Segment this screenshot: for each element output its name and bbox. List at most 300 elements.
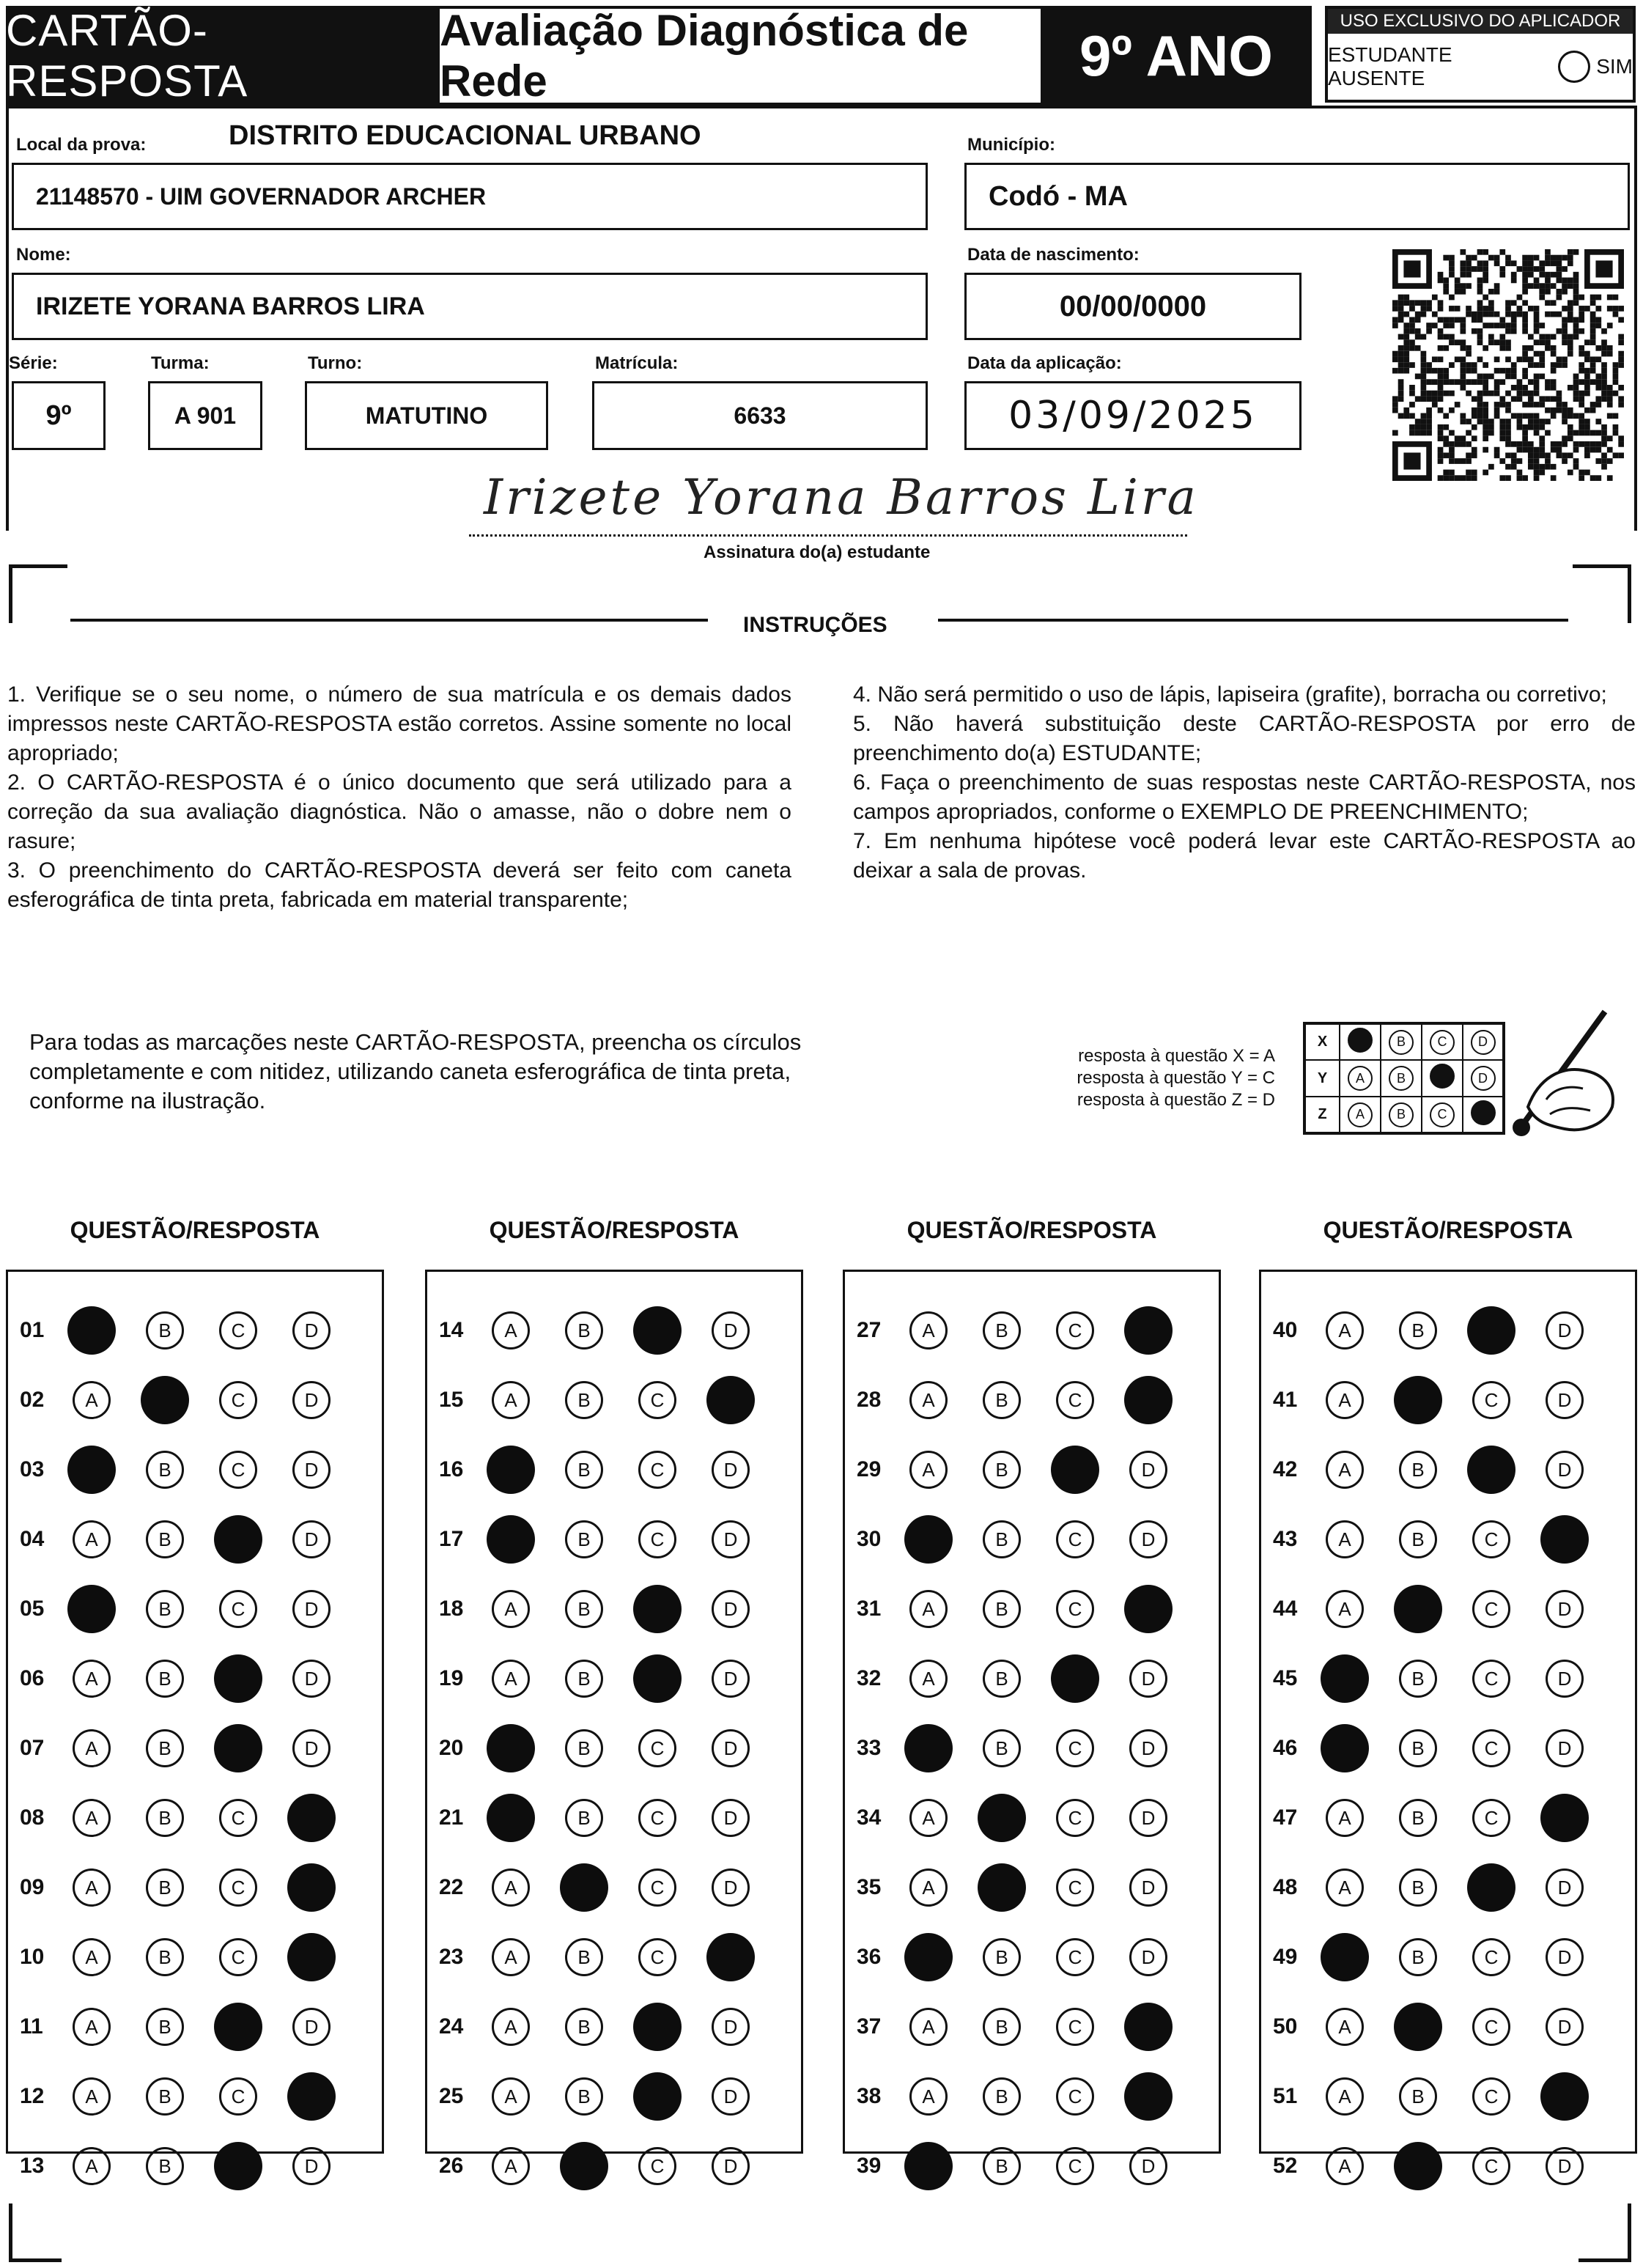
answer-bubble-a[interactable]: A [909, 2008, 948, 2046]
answer-bubble-d[interactable]: D [712, 1451, 750, 1489]
answer-bubble-b[interactable]: B [146, 2077, 184, 2116]
answer-bubble-b[interactable]: B [983, 1938, 1021, 1976]
question-row [427, 1789, 801, 1847]
answer-bubble-b[interactable]: B [1399, 1311, 1437, 1350]
answer-bubble-d[interactable]: D [1129, 1868, 1167, 1907]
answer-bubble-c[interactable] [1051, 1654, 1099, 1703]
answer-bubble-a[interactable]: A [1326, 2147, 1364, 2185]
answer-bubble-d[interactable]: D [1129, 1938, 1167, 1976]
answer-bubble-d[interactable]: D [1546, 1868, 1584, 1907]
answer-bubble-b[interactable] [1394, 2142, 1442, 2190]
answer-bubble-a[interactable] [67, 1306, 116, 1355]
answer-bubble-c[interactable]: C [1472, 1520, 1510, 1558]
exam-title: Avaliação Diagnóstica de Rede [440, 6, 1041, 106]
answer-bubble-d[interactable] [1540, 1515, 1589, 1564]
answer-bubble-b[interactable] [141, 1376, 189, 1424]
answer-bubble-b[interactable]: B [146, 2008, 184, 2046]
question-row [8, 1789, 382, 1847]
answer-bubble-c[interactable] [214, 1515, 262, 1564]
serie-value: 9º [45, 400, 72, 431]
example-cell [1381, 1097, 1422, 1133]
answer-bubble-b[interactable]: B [565, 1729, 603, 1767]
answer-bubble-a[interactable] [904, 1515, 953, 1564]
question-number: 10 [20, 1945, 45, 1969]
answer-bubble-b[interactable] [1394, 1376, 1442, 1424]
answer-bubble-a[interactable]: A [73, 1520, 111, 1558]
example-bubble: D [1471, 1066, 1496, 1091]
answer-bubble-b[interactable] [1394, 2003, 1442, 2051]
matricula-value: 6633 [734, 402, 786, 429]
answer-bubble-a[interactable]: A [73, 1660, 111, 1698]
answer-bubble-a[interactable]: A [909, 1311, 948, 1350]
question-row [1261, 1649, 1635, 1708]
answer-bubble-b[interactable]: B [565, 1660, 603, 1698]
answer-bubble-a[interactable]: A [1326, 1590, 1364, 1628]
column-heading: QUESTÃO/RESPOSTA [70, 1217, 320, 1243]
question-number: 23 [439, 1945, 464, 1969]
answer-bubble-b[interactable]: B [565, 1938, 603, 1976]
answer-bubble-a[interactable] [1321, 1933, 1369, 1981]
answer-bubble-c[interactable]: C [1056, 1590, 1094, 1628]
answer-bubble-a[interactable]: A [492, 1381, 530, 1419]
answer-bubble-d[interactable]: D [1129, 1520, 1167, 1558]
answer-bubble-a[interactable] [1321, 1724, 1369, 1772]
answer-bubble-b[interactable]: B [146, 1799, 184, 1837]
answer-bubble-c[interactable]: C [1472, 1938, 1510, 1976]
answer-bubble-c[interactable]: C [1056, 1729, 1094, 1767]
question-row [8, 1580, 382, 1638]
answer-bubble-a[interactable]: A [492, 1938, 530, 1976]
answer-bubble-d[interactable] [706, 1933, 755, 1981]
answer-bubble-a[interactable]: A [73, 1868, 111, 1907]
answer-bubble-a[interactable]: A [492, 2147, 530, 2185]
example-bubble: A [1348, 1066, 1373, 1091]
question-row [1261, 1510, 1635, 1569]
question-row [427, 1928, 801, 1987]
answer-bubble-d[interactable]: D [712, 1729, 750, 1767]
answer-bubble-a[interactable]: A [492, 2077, 530, 2116]
answer-bubble-b[interactable]: B [983, 1520, 1021, 1558]
answer-bubble-b[interactable] [978, 1863, 1026, 1912]
answer-bubble-a[interactable]: A [492, 1311, 530, 1350]
answer-bubble-c[interactable]: C [219, 1311, 257, 1350]
turma-label: Turma: [151, 353, 210, 373]
answer-bubble-b[interactable]: B [1399, 1451, 1437, 1489]
question-number: 41 [1273, 1388, 1298, 1412]
question-number: 30 [857, 1527, 882, 1551]
question-number: 26 [439, 2154, 464, 2178]
answer-bubble-c[interactable] [1467, 1446, 1515, 1494]
fill-instruction: Para todas as marcações neste CARTÃO-RESPOSTA, preencha os círculos completamente e com nitidez, utilizando caneta esferográfica de tinta preta, conforme na ilustração. [29, 1029, 802, 1113]
answer-bubble-b[interactable] [560, 2142, 608, 2190]
answer-bubble-d[interactable] [287, 2072, 336, 2121]
answer-bubble-b[interactable]: B [146, 1311, 184, 1350]
answer-bubble-b[interactable]: B [146, 1520, 184, 1558]
answer-bubble-a[interactable]: A [909, 1868, 948, 1907]
answer-bubble-a[interactable]: A [73, 1938, 111, 1976]
answer-bubble-d[interactable]: D [712, 1590, 750, 1628]
answer-bubble-c[interactable]: C [219, 1590, 257, 1628]
question-row [427, 1580, 801, 1638]
answer-column [6, 1270, 384, 2178]
answer-bubble-c[interactable] [633, 2072, 682, 2121]
answer-bubble-c[interactable] [214, 1654, 262, 1703]
answer-bubble-c[interactable] [633, 2003, 682, 2051]
answer-bubble-c[interactable]: C [638, 1729, 676, 1767]
question-number: 40 [1273, 1318, 1298, 1342]
answer-bubble-b[interactable]: B [1399, 2077, 1437, 2116]
answer-bubble-d[interactable]: D [1129, 1729, 1167, 1767]
question-row [845, 1858, 1219, 1917]
answer-bubble-d[interactable]: D [1129, 1799, 1167, 1837]
answer-bubble-b[interactable]: B [146, 1868, 184, 1907]
answer-bubble-d[interactable]: D [292, 1729, 331, 1767]
municipio-label: Município: [967, 135, 1055, 155]
question-row [1261, 2137, 1635, 2195]
corner-bottom-left [9, 2203, 62, 2262]
question-number: 06 [20, 1666, 45, 1690]
absent-label: ESTUDANTE AUSENTE [1328, 43, 1452, 89]
example-cell [1422, 1023, 1463, 1060]
answer-bubble-a[interactable] [1321, 1654, 1369, 1703]
answer-bubble-d[interactable] [706, 1376, 755, 1424]
answer-bubble-c[interactable]: C [1472, 2147, 1510, 2185]
answer-bubble-a[interactable]: A [1326, 1451, 1364, 1489]
column-heading: QUESTÃO/RESPOSTA [489, 1217, 739, 1243]
answer-bubble-b[interactable]: B [1399, 1520, 1437, 1558]
answer-bubble-c[interactable]: C [219, 1938, 257, 1976]
answer-bubble-c[interactable]: C [638, 1381, 676, 1419]
answer-bubble-d[interactable]: D [712, 1311, 750, 1350]
answer-bubble-a[interactable]: A [492, 1590, 530, 1628]
aplicacao-value: 03/09/2025 [1008, 394, 1258, 438]
question-number: 21 [439, 1805, 464, 1830]
signature-caption: Assinatura do(a) estudante [704, 542, 931, 562]
answer-bubble-d[interactable]: D [1129, 1660, 1167, 1698]
answer-bubble-d[interactable]: D [292, 1590, 331, 1628]
question-number: 22 [439, 1875, 464, 1899]
question-number: 05 [20, 1597, 45, 1621]
answer-bubble-c[interactable] [1467, 1306, 1515, 1355]
answer-bubble-a[interactable]: A [909, 1799, 948, 1837]
answer-bubble-d[interactable]: D [1546, 1311, 1584, 1350]
answer-bubble-c[interactable]: C [1472, 2077, 1510, 2116]
answer-bubble-d[interactable]: D [712, 1799, 750, 1837]
answer-bubble-d[interactable]: D [292, 1451, 331, 1489]
question-row [8, 2137, 382, 2195]
answer-bubble-b[interactable]: B [146, 1660, 184, 1698]
answer-bubble-d[interactable]: D [292, 1381, 331, 1419]
answer-bubble-c[interactable] [1467, 1863, 1515, 1912]
answer-bubble-b[interactable]: B [565, 1381, 603, 1419]
answer-bubble-a[interactable]: A [73, 1729, 111, 1767]
answer-bubble-a[interactable]: A [909, 1660, 948, 1698]
answer-bubble-c[interactable]: C [219, 1868, 257, 1907]
answer-bubble-d[interactable]: D [292, 1660, 331, 1698]
answer-bubble-c[interactable]: C [1056, 1868, 1094, 1907]
answer-bubble-d[interactable]: D [712, 2008, 750, 2046]
answer-bubble-b[interactable]: B [565, 1520, 603, 1558]
answer-bubble-c[interactable]: C [219, 2077, 257, 2116]
municipio-value: Codó - MA [989, 180, 1128, 212]
question-row [8, 1719, 382, 1778]
question-number: 27 [857, 1318, 882, 1342]
answer-bubble-a[interactable] [487, 1446, 535, 1494]
instruction-7: 7. Em nenhuma hipótese você poderá levar este CARTÃO-RESPOSTA ao deixar a sala de provas. [853, 829, 1636, 883]
answer-bubble-b[interactable]: B [565, 1451, 603, 1489]
answer-bubble-b[interactable]: B [146, 1729, 184, 1767]
answer-bubble-d[interactable]: D [1546, 2147, 1584, 2185]
answer-bubble-c[interactable] [214, 1724, 262, 1772]
answer-bubble-a[interactable] [904, 1933, 953, 1981]
answer-bubble-c[interactable]: C [638, 1868, 676, 1907]
frame-right [1634, 106, 1637, 531]
turno-field [305, 381, 548, 450]
question-row [427, 1440, 801, 1499]
question-row [1261, 1998, 1635, 2056]
turma-value: A 901 [174, 402, 237, 429]
answer-bubble-c[interactable]: C [1056, 1938, 1094, 1976]
answer-bubble-d[interactable]: D [1129, 1451, 1167, 1489]
corner-top-right [1573, 564, 1631, 623]
local-field [12, 163, 928, 230]
question-row [1261, 2067, 1635, 2126]
answer-bubble-d[interactable]: D [1546, 1660, 1584, 1698]
answer-bubble-d[interactable]: D [712, 2077, 750, 2116]
example-cell [1340, 1060, 1381, 1097]
answer-bubble-d[interactable]: D [1546, 1451, 1584, 1489]
question-number: 46 [1273, 1736, 1298, 1760]
answer-bubble-d[interactable]: D [1546, 1729, 1584, 1767]
question-number: 20 [439, 1736, 464, 1760]
column-heading: QUESTÃO/RESPOSTA [1323, 1217, 1573, 1243]
answer-bubble-c[interactable]: C [1056, 1311, 1094, 1350]
answer-bubble-b[interactable]: B [565, 2008, 603, 2046]
answer-bubble-d[interactable] [1124, 1376, 1173, 1424]
answer-bubble-a[interactable] [487, 1794, 535, 1842]
answer-bubble-b[interactable]: B [565, 1799, 603, 1837]
question-row [1261, 1371, 1635, 1429]
answer-bubble-c[interactable]: C [1056, 1381, 1094, 1419]
answer-bubble-a[interactable]: A [73, 2147, 111, 2185]
question-number: 39 [857, 2154, 882, 2178]
question-number: 35 [857, 1875, 882, 1899]
answer-bubble-a[interactable]: A [1326, 2077, 1364, 2116]
answer-bubble-c[interactable]: C [1056, 2008, 1094, 2046]
answer-bubble-a[interactable]: A [909, 1381, 948, 1419]
answer-bubble-d[interactable] [1124, 2072, 1173, 2121]
answer-bubble-b[interactable]: B [565, 2077, 603, 2116]
answer-bubble-d[interactable] [1540, 2072, 1589, 2121]
answer-bubble-b[interactable]: B [983, 2008, 1021, 2046]
answer-bubble-d[interactable]: D [1546, 1590, 1584, 1628]
question-row [8, 1371, 382, 1429]
answer-bubble-d[interactable]: D [712, 1520, 750, 1558]
aplicacao-field[interactable] [964, 381, 1302, 450]
answer-bubble-c[interactable]: C [1056, 1520, 1094, 1558]
answer-bubble-b[interactable]: B [983, 1590, 1021, 1628]
answer-bubble-c[interactable]: C [638, 2147, 676, 2185]
answer-bubble-b[interactable]: B [1399, 1660, 1437, 1698]
answer-bubble-a[interactable]: A [1326, 1868, 1364, 1907]
answer-bubble-b[interactable] [560, 1863, 608, 1912]
example-cell [1381, 1060, 1422, 1097]
answer-bubble-c[interactable]: C [1472, 1590, 1510, 1628]
question-number: 12 [20, 2084, 45, 2108]
answer-bubble-d[interactable] [287, 1794, 336, 1842]
answer-bubble-b[interactable]: B [983, 1381, 1021, 1419]
answer-bubble-d[interactable]: D [1546, 2008, 1584, 2046]
answer-bubble-c[interactable] [633, 1306, 682, 1355]
answer-bubble-c[interactable]: C [219, 1381, 257, 1419]
answer-bubble-a[interactable]: A [1326, 1311, 1364, 1350]
answer-bubble-a[interactable]: A [909, 2077, 948, 2116]
answer-bubble-b[interactable]: B [1399, 1868, 1437, 1907]
answer-bubble-c[interactable]: C [1056, 2147, 1094, 2185]
question-number: 37 [857, 2014, 882, 2039]
answer-bubble-c[interactable]: C [638, 1799, 676, 1837]
answer-bubble-a[interactable]: A [1326, 1520, 1364, 1558]
answer-bubble-d[interactable]: D [1129, 2147, 1167, 2185]
answer-bubble-a[interactable]: A [1326, 2008, 1364, 2046]
answer-bubble-c[interactable]: C [1472, 1660, 1510, 1698]
answer-bubble-b[interactable]: B [1399, 1938, 1437, 1976]
answer-bubble-b[interactable]: B [983, 2077, 1021, 2116]
answer-bubble-b[interactable]: B [565, 1311, 603, 1350]
answer-bubble-b[interactable]: B [983, 2147, 1021, 2185]
question-row [427, 1998, 801, 2056]
answer-bubble-b[interactable]: B [565, 1590, 603, 1628]
answer-bubble-d[interactable]: D [1546, 1938, 1584, 1976]
answer-bubble-a[interactable]: A [909, 1451, 948, 1489]
answer-bubble-c[interactable]: C [219, 1799, 257, 1837]
answer-bubble-d[interactable]: D [712, 1660, 750, 1698]
answer-bubble-c[interactable] [633, 1585, 682, 1633]
example-table [1303, 1022, 1505, 1135]
answer-bubble-a[interactable]: A [73, 2077, 111, 2116]
answer-bubble-c[interactable]: C [638, 1520, 676, 1558]
question-row [427, 2067, 801, 2126]
answer-bubble-c[interactable]: C [1472, 2008, 1510, 2046]
example-row-label: Y [1304, 1060, 1340, 1097]
legend-x: resposta à questão X = A [1078, 1046, 1275, 1066]
answer-bubble-d[interactable]: D [712, 2147, 750, 2185]
instruction-6: 6. Faça o preenchimento de suas respostas neste CARTÃO-RESPOSTA, nos campos apropriados, conforme o EXEMPLO DE PREENCHIMENTO; [853, 770, 1636, 824]
answer-bubble-b[interactable]: B [146, 1938, 184, 1976]
answer-bubble-a[interactable]: A [1326, 1381, 1364, 1419]
instruction-1: 1. Verifique se o seu nome, o número de sua matrícula e os demais dados impressos neste CARTÃO-RESPOSTA estão corretos. Assine somente no local apropriado; [7, 682, 791, 765]
answer-bubble-b[interactable]: B [1399, 1799, 1437, 1837]
answer-bubble-d[interactable] [287, 1933, 336, 1981]
answer-bubble-c[interactable] [214, 2142, 262, 2190]
answer-bubble-b[interactable]: B [983, 1311, 1021, 1350]
answer-bubble-a[interactable]: A [73, 1381, 111, 1419]
answer-bubble-c[interactable]: C [1056, 1799, 1094, 1837]
answer-bubble-b[interactable] [978, 1794, 1026, 1842]
answer-bubble-c[interactable]: C [219, 1451, 257, 1489]
answer-bubble-a[interactable] [67, 1446, 116, 1494]
answer-bubble-b[interactable]: B [1399, 1729, 1437, 1767]
answer-bubble-c[interactable] [633, 1654, 682, 1703]
answer-bubble-c[interactable]: C [638, 1451, 676, 1489]
answer-bubble-d[interactable] [287, 1863, 336, 1912]
question-row [427, 1371, 801, 1429]
turno-value: MATUTINO [365, 402, 488, 429]
answer-bubble-a[interactable]: A [73, 1799, 111, 1837]
absent-checkbox[interactable] [1558, 51, 1590, 83]
answer-bubble-d[interactable] [1124, 1585, 1173, 1633]
answer-bubble-a[interactable] [487, 1515, 535, 1564]
answer-bubble-b[interactable] [1394, 1585, 1442, 1633]
answer-bubble-b[interactable]: B [146, 1451, 184, 1489]
answer-bubble-a[interactable]: A [73, 2008, 111, 2046]
answer-bubble-d[interactable] [1540, 1794, 1589, 1842]
answer-bubble-a[interactable]: A [492, 2008, 530, 2046]
answer-bubble-c[interactable]: C [1472, 1729, 1510, 1767]
answer-bubble-d[interactable] [1124, 2003, 1173, 2051]
question-number: 50 [1273, 2014, 1298, 2039]
answer-bubble-a[interactable] [487, 1724, 535, 1772]
question-number: 13 [20, 2154, 45, 2178]
answer-bubble-b[interactable]: B [146, 1590, 184, 1628]
frame-left [6, 106, 9, 531]
question-row [845, 1928, 1219, 1987]
answer-bubble-c[interactable]: C [638, 1938, 676, 1976]
answer-bubble-a[interactable] [904, 2142, 953, 2190]
answer-column [1259, 1270, 1637, 2178]
question-row [845, 2137, 1219, 2195]
answer-bubble-c[interactable] [1051, 1446, 1099, 1494]
answer-bubble-c[interactable]: C [1056, 2077, 1094, 2116]
answer-bubble-d[interactable]: D [292, 2147, 331, 2185]
answer-bubble-c[interactable]: C [1472, 1381, 1510, 1419]
example-legend [975, 1045, 1275, 1111]
answer-bubble-d[interactable] [1124, 1306, 1173, 1355]
answer-bubble-a[interactable]: A [492, 1660, 530, 1698]
answer-bubble-a[interactable]: A [492, 1868, 530, 1907]
signature[interactable]: Irizete Yorana Barros Lira [484, 469, 1199, 526]
answer-bubble-b[interactable]: B [983, 1729, 1021, 1767]
turma-field [148, 381, 262, 450]
question-number: 17 [439, 1527, 464, 1551]
instruction-4: 4. Não será permitido o uso de lápis, lapiseira (grafite), borracha ou corretivo; [853, 682, 1607, 707]
answer-bubble-d[interactable]: D [292, 2008, 331, 2046]
answer-bubble-d[interactable]: D [292, 1520, 331, 1558]
serie-label: Série: [9, 353, 58, 373]
answer-bubble-d[interactable]: D [1546, 1381, 1584, 1419]
question-row [845, 1649, 1219, 1708]
answer-bubble-c[interactable] [214, 2003, 262, 2051]
answer-bubble-a[interactable]: A [909, 1590, 948, 1628]
answer-bubble-a[interactable] [904, 1724, 953, 1772]
example-cell [1381, 1023, 1422, 1060]
answer-bubble-b[interactable]: B [983, 1451, 1021, 1489]
answer-bubble-d[interactable]: D [292, 1311, 331, 1350]
answer-bubble-c[interactable]: C [1472, 1799, 1510, 1837]
question-row [1261, 1440, 1635, 1499]
answer-bubble-a[interactable] [67, 1585, 116, 1633]
example-bubble: B [1389, 1102, 1414, 1127]
answer-bubble-d[interactable]: D [712, 1868, 750, 1907]
example-bubble: B [1389, 1066, 1414, 1091]
answer-bubble-a[interactable]: A [1326, 1799, 1364, 1837]
qr-code [1388, 249, 1628, 481]
answer-bubble-b[interactable]: B [146, 2147, 184, 2185]
example-cell [1340, 1023, 1381, 1060]
instructions-rule-right [938, 619, 1568, 622]
answer-bubble-b[interactable]: B [983, 1660, 1021, 1698]
question-row [845, 1371, 1219, 1429]
